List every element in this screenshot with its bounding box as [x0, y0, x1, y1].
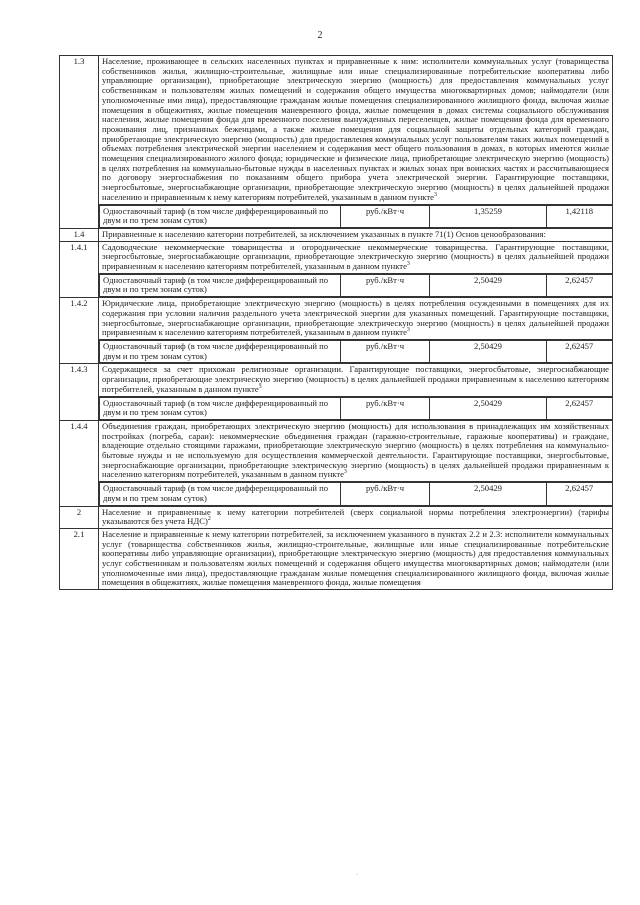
tariff-value-first-half: 1,35259 [430, 205, 547, 227]
tariff-unit: руб./кВт·ч [341, 205, 430, 227]
tariff-line [99, 482, 613, 505]
scan-mark: · [356, 872, 358, 878]
table-row [60, 56, 613, 205]
table-row [60, 204, 613, 228]
tariff-label: Одноставочный тариф (в том числе дифференцированный по двум и по трем зонам суток) [100, 483, 341, 505]
row-description: Юридические лица, приобретающие электрическую энергию (мощность) в целях потребления осужденными в помещениях для их содержания при условии наличия раздельного учета электрической энергии для указанных помещений. Гарантирующие поставщики, энергосбытовые, энергоснабжающие организации, приобретающие электрическую энергию (мощность) в целях дальнейшей продажи приравненным к населению категориям потребителей, указанным в данном пункте$^3$ [99, 298, 613, 340]
tariff-table [59, 55, 613, 590]
tariff-label: Одноставочный тариф (в том числе дифференцированный по двум и по трем зонам суток) [100, 397, 341, 419]
tariff-value-first-half: 2,50429 [430, 274, 547, 296]
tariff-label: Одноставочный тариф (в том числе дифференцированный по двум и по трем зонам суток) [100, 340, 341, 362]
row-description: Приравненные к населению категории потребителей, за исключением указанных в пункте 71(1) Основ ценообразования: [99, 228, 613, 241]
table-row [60, 228, 613, 241]
row-number: 1.4.2 [60, 298, 99, 364]
tariff-label: Одноставочный тариф (в том числе дифференцированный по двум и по трем зонам суток) [100, 274, 341, 296]
tariff-value-second-half: 2,62457 [547, 340, 613, 362]
tariff-label: Одноставочный тариф (в том числе дифференцированный по двум и по трем зонам суток) [100, 205, 341, 227]
table-row [60, 506, 613, 528]
row-description: Садоводческие некоммерческие товарищества и огороднические некоммерческие товарищества. Гарантирующие поставщики, энергосбытовые, энергоснабжающие организации, приобретающие электрическую энергию (мощность) в целях дальнейшей продажи приравненным к населению категориям потребителей, указанным в данном пункте$^3$ [99, 241, 613, 273]
tariff-line [99, 274, 613, 297]
row-description: Население, проживающее в сельских населенных пунктах и приравненные к ним: исполнители коммунальных услуг (товарищества собственников жилья, жилищно-строительные, жилищные или иные специализированные потребительские кооперативы либо управляющие организации), приобретающие электрическую энергию (мощность) для предоставления коммунальных услуг собственникам и пользователям жилых помещений и содержания общего имущества многоквартирных домов; наймодатели (или уполномоченные ими лица), предоставляющие гражданам жилые помещения специализированного жилищного фонда, включая жилые помещения в общежитиях, жилые помещения маневренного фонда, жилые помещения в домах системы социального обслуживания населения, жилые помещения фонда для временного поселения вынужденных переселенцев, жилые помещения фонда для временного проживания лиц, признанных беженцами, а также жилые помещения для социальной защиты отдельных категорий граждан, приобретающие электрическую энергию (мощность) для предоставления коммунальных услуг пользователям таких жилых помещений в объемах потребления электрической энергии населением и содержания мест общего пользования в домах, в которых имеются жилые помещения специализированного жилого фонда; юридические и физические лица, приобретающие электрическую энергию (мощность) в целях потребления на коммунально-бытовые нужды в населенных пунктах и жилых зонах при воинских частях и рассчитывающиеся по договору энергоснабжения по показаниям общего прибора учета электрической энергии. Гарантирующие поставщики, энергосбытовые, энергоснабжающие организации, приобретающие электрическую энергию (мощность) в целях дальнейшей продажи населению и приравненным к нему категориям потребителей, указанным в данном пункте$^3$ [99, 56, 613, 205]
tariff-line [99, 340, 613, 363]
table-row [60, 339, 613, 363]
tariff-value-first-half: 2,50429 [430, 340, 547, 362]
tariff-line [99, 205, 613, 228]
tariff-unit: руб./кВт·ч [341, 274, 430, 296]
row-description: Население и приравненные к нему категории потребителей, за исключением указанного в пунктах 2.2 и 2.3: исполнители коммунальных услуг (товарищества собственников жилья, жилищно-строительные, жилищные или иные специализированные потребительские кооперативы либо управляющие организации), приобретающие электрическую энергию (мощность) для предоставления коммунальных услуг собственникам и пользователям жилых помещений и содержания общего имущества многоквартирных домов; наймодатели (или уполномоченные ими лица), предоставляющие гражданам жилые помещения специализированного жилищного фонда, включая жилые помещения в общежитиях, жилые помещения маневренного фонда, жилые помещения [99, 528, 613, 589]
row-number: 1.4.3 [60, 364, 99, 421]
row-number: 1.4 [60, 228, 99, 241]
tariff-unit: руб./кВт·ч [341, 483, 430, 505]
table-row [60, 482, 613, 506]
page-number: 2 [317, 30, 323, 41]
row-number: 1.3 [60, 56, 99, 229]
table-row [60, 528, 613, 589]
tariff-value-second-half: 2,62457 [547, 483, 613, 505]
row-number: 2.1 [60, 528, 99, 589]
table-row [60, 241, 613, 273]
tariff-unit: руб./кВт·ч [341, 397, 430, 419]
row-number: 2 [60, 506, 99, 528]
tariff-unit: руб./кВт·ч [341, 340, 430, 362]
table-row [60, 364, 613, 396]
row-description: Население и приравненные к нему категории потребителей (сверх социальной нормы потребления электроэнергии) (тарифы указываются без учета НДС)$^2$ [99, 506, 613, 528]
table-row [60, 273, 613, 297]
tariff-value-second-half: 1,42118 [547, 205, 613, 227]
row-description: Содержащиеся за счет прихожан религиозные организации. Гарантирующие поставщики, энергосбытовые, энергоснабжающие организации, приобретающие электрическую энергию (мощность) в целях дальнейшей продажи приравненным к населению категориям потребителей, указанным в данном пункте$^3$ [99, 364, 613, 396]
row-number: 1.4.4 [60, 420, 99, 506]
table-row [60, 420, 613, 481]
table-row [60, 298, 613, 340]
tariff-value-second-half: 2,62457 [547, 397, 613, 419]
tariff-line [99, 397, 613, 420]
row-description: Объединения граждан, приобретающих электрическую энергию (мощность) для использования в принадлежащих им хозяйственных постройках (погреба, сараи): некоммерческие объединения граждан (гаражно-строительные, гаражные кооперативы) и граждане, владеющие отдельно стоящими гаражами, приобретающие электрическую энергию (мощность) в целях потребления на коммунально-бытовые нужды и не используемую для осуществления коммерческой деятельности. Гарантирующие поставщики, энергосбытовые, энергоснабжающие организации, приобретающие электрическую энергию (мощность) в целях дальнейшей продажи приравненным к населению категориям потребителей, указанным в данном пункте$^3$ [99, 420, 613, 481]
tariff-value-first-half: 2,50429 [430, 397, 547, 419]
tariff-value-first-half: 2,50429 [430, 483, 547, 505]
table-row [60, 396, 613, 420]
tariff-value-second-half: 2,62457 [547, 274, 613, 296]
row-number: 1.4.1 [60, 241, 99, 298]
